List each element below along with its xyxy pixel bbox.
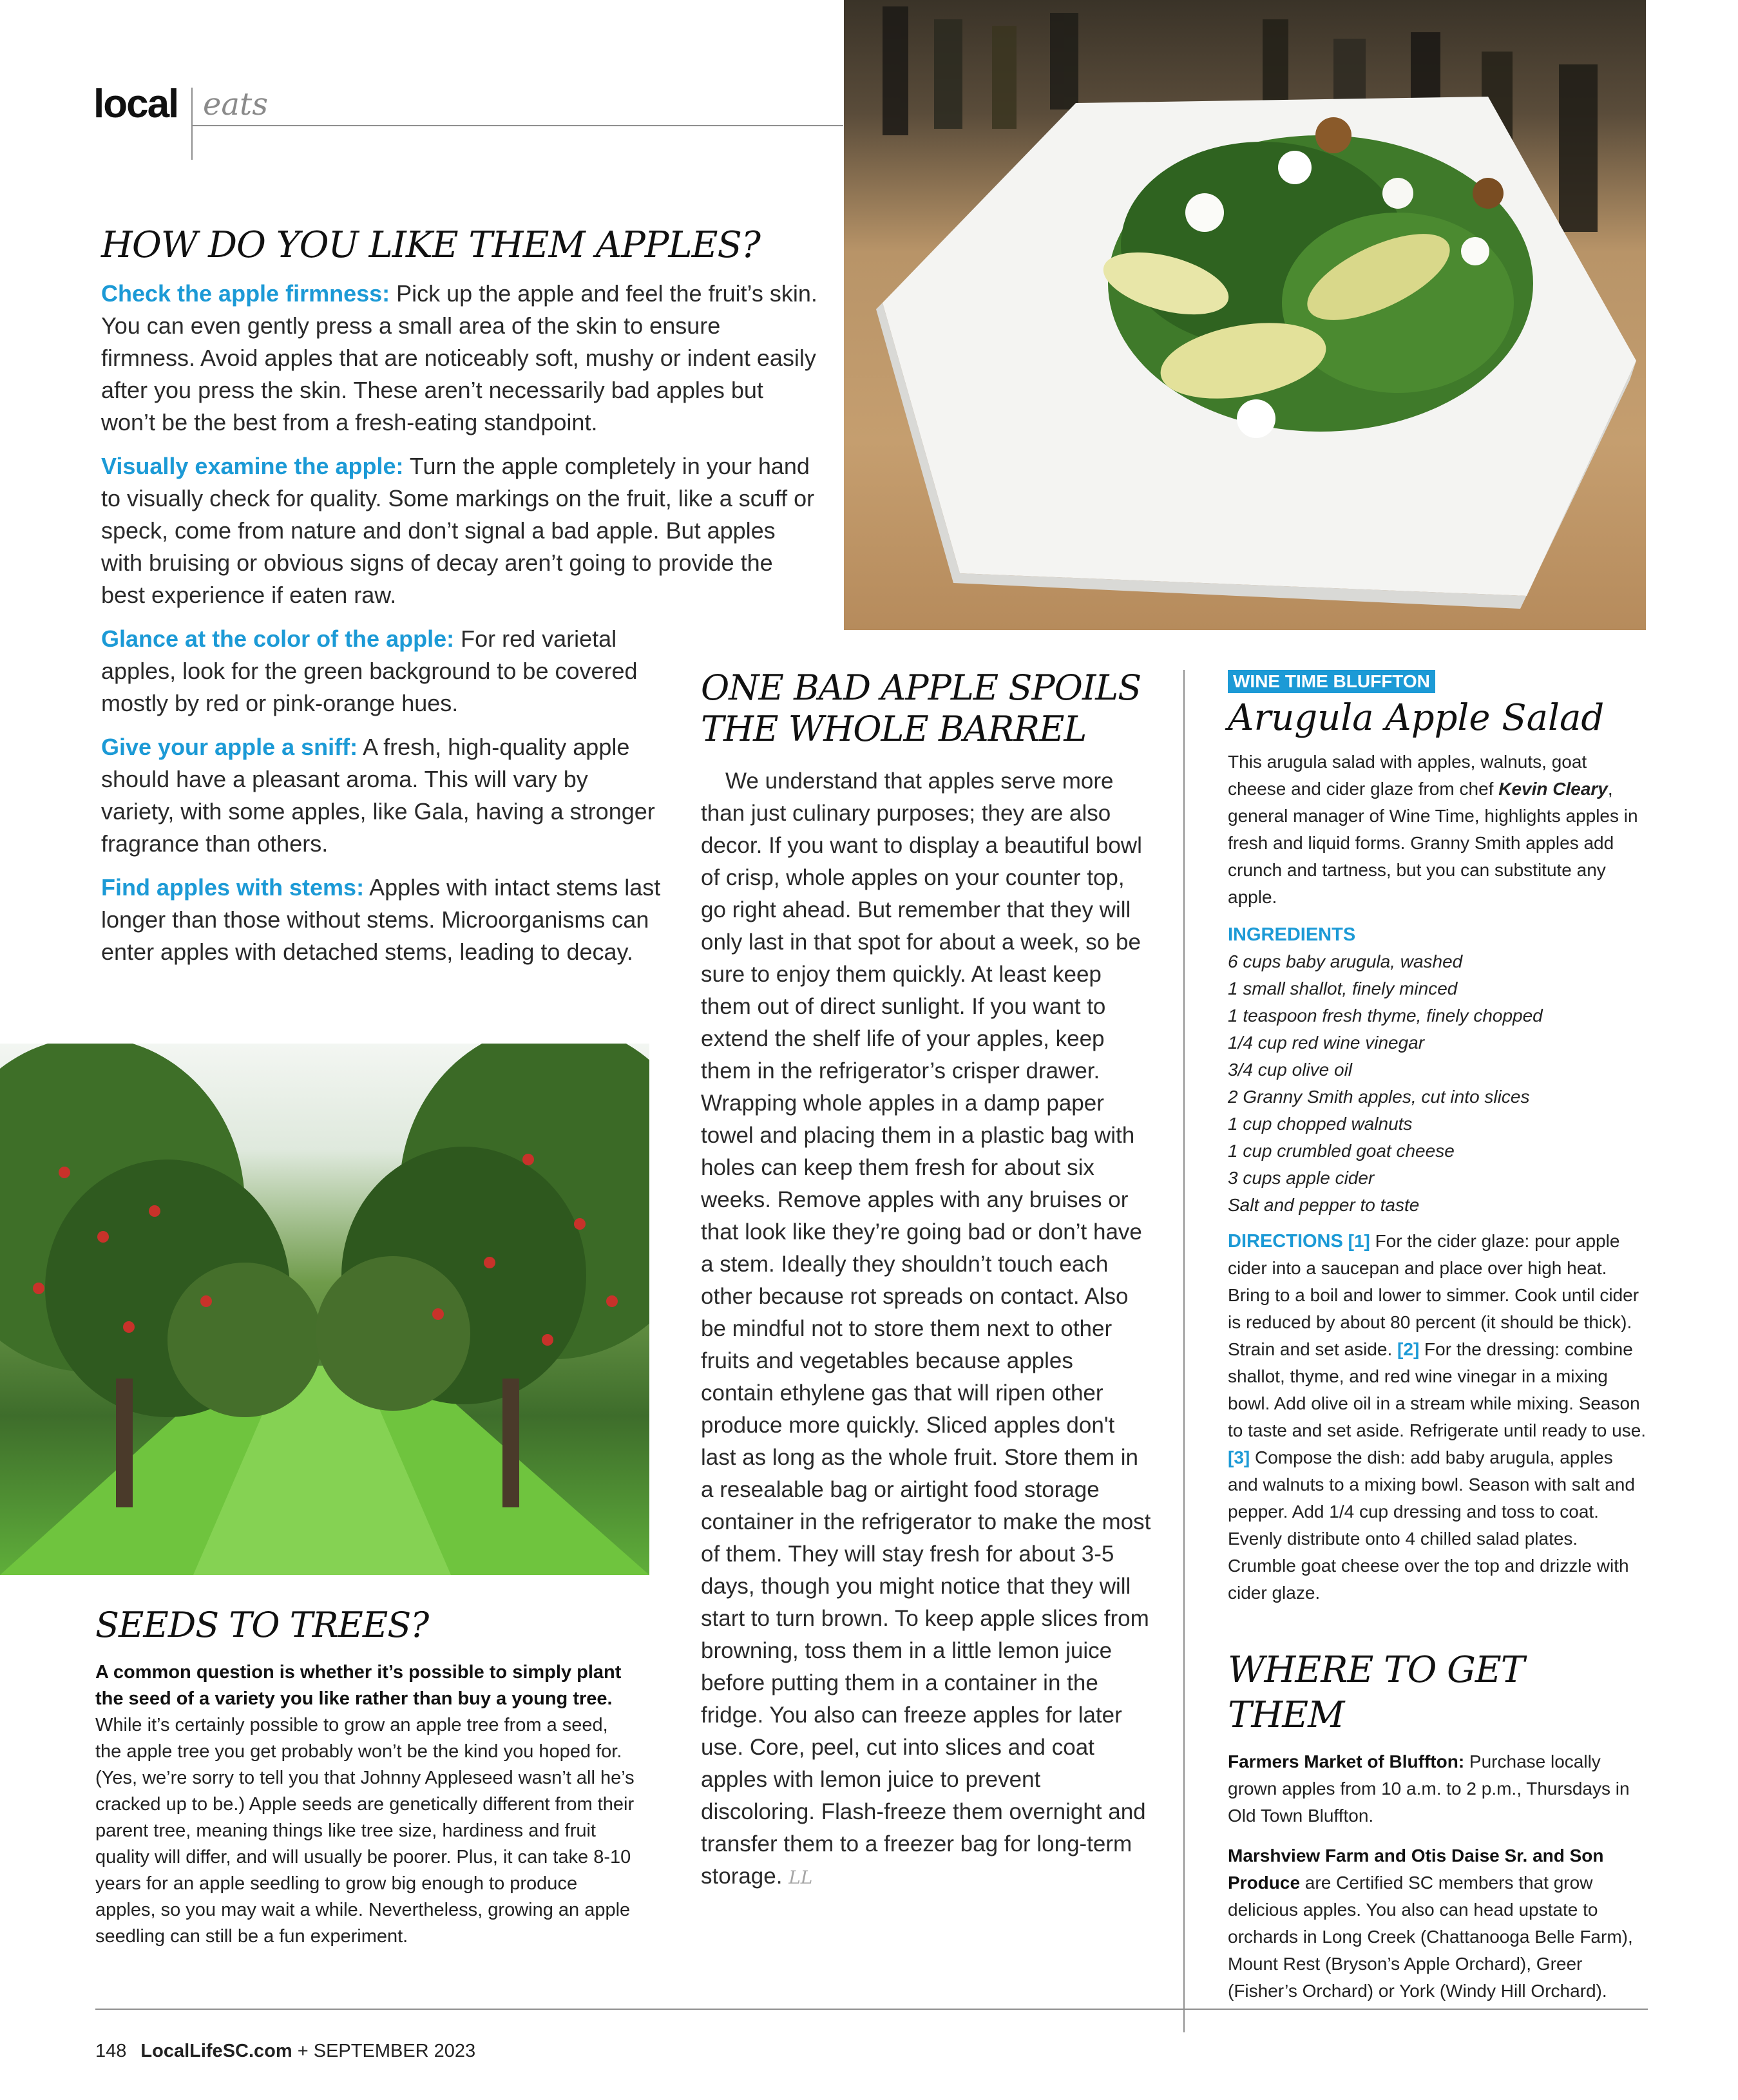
directions-heading: DIRECTIONS: [1228, 1231, 1343, 1252]
salad-photo: [844, 0, 1646, 630]
list-item: Salt and pepper to taste: [1228, 1195, 1420, 1215]
barrel-title: ONE BAD APPLE SPOILS THE WHOLE BARREL: [701, 667, 1141, 749]
column-divider: [1183, 670, 1185, 2032]
masthead-rule: [191, 125, 843, 126]
recipe-column: [1228, 670, 1647, 2018]
where-title: WHERE TO GET THEM: [1228, 1649, 1525, 1736]
list-item: 3 cups apple cider: [1228, 1168, 1375, 1188]
venue-badge: WINE TIME BLUFFTON: [1228, 670, 1435, 693]
chef-name: Kevin Cleary: [1498, 779, 1608, 799]
ingredients-heading: INGREDIENTS: [1228, 924, 1356, 945]
salad-illustration: [844, 0, 1646, 630]
masthead-divider-vertical: [191, 88, 193, 160]
list-item: 6 cups baby arugula, washed: [1228, 951, 1463, 971]
footer-rule: [95, 2009, 1648, 2010]
where-item-marshview: Marshview Farm and Otis Daise Sr. and Son Produce are Certified SC members that grow delicious apples. You also can head upstate to orchards in Long Creek (Chattanooga Belle Farm), Mount Rest (Bryson’s Apple Orchard), Greer (Fisher’s Orchard) or York (Windy Hill Orchard).: [1228, 1846, 1633, 2001]
apple-tips-title: HOW DO YOU LIKE THEM APPLES?: [101, 224, 760, 266]
list-item: 1/4 cup red wine vinegar: [1228, 1033, 1425, 1053]
footer: [95, 2041, 475, 2062]
seeds-section: [95, 1603, 636, 1960]
page-number: 148: [95, 2041, 127, 2061]
recipe-title: Arugula Apple Salad: [1228, 697, 1605, 739]
list-item: 1 cup crumbled goat cheese: [1228, 1141, 1455, 1161]
recipe-intro: This arugula salad with apples, walnuts, goat cheese and cider glaze from chef Kevin Cleary, general manager of Wine Time, highlights apples in fresh and liquid forms. Granny Smith apples add crunch and tartness, but you can substitute any apple.: [1228, 752, 1638, 907]
tip-stems: Find apples with stems: Apples with intact stems last longer than those without stems. Microorganisms can enter apples with detached stems, leading to decay.: [101, 874, 661, 965]
signoff-mark: LL: [788, 1867, 813, 1888]
seeds-text: A common question is whether it’s possible to simply plant the seed of a variety you like rather than buy a young tree. While it’s certainly possible to grow an apple tree from a seed, the apple tree you get probably won’t be the kind you hoped for. (Yes, we’re sorry to tell you that Johnny Appleseed wasn’t all he’s cracked up to be.) Apple seeds are genetically different from their parent tree, meaning things like tree size, hardiness and fruit quality will differ, and will usually be poorer. Plus, it can take 8-10 years for an apple seedling to grow big enough to produce apples, so you may wait a while. Nevertheless, growing an apple seedling can still be a fun experiment.: [95, 1662, 635, 1947]
tip-sniff: Give your apple a sniff: A fresh, high-quality apple should have a pleasant aroma. This will vary by variety, with some apples, like Gala, having a stronger fragrance than others.: [101, 734, 655, 857]
issue-date: + SEPTEMBER 2023: [297, 2041, 476, 2061]
goat-cheese: [1185, 193, 1224, 232]
orchard-illustration: [0, 1044, 649, 1575]
directions-text: DIRECTIONS [1] For the cider glaze: pour apple cider into a saucepan and place over high heat. Bring to a boil and lower to simmer. Cook until cider is reduced by about 80 percent (it should be thick). Strain and set aside. [2] For the dressing: combine shallot, thyme, and red wine vinegar in a mixing bowl. Add olive oil in a stream while mixing. Season to taste and set aside. Refrigerate until ready to use. [3] Compose the dish: add baby arugula, apples and walnuts to a mixing bowl. Season with salt and pepper. Add 1/4 cup dressing and toss to coat. Evenly distribute onto 4 chilled salad plates. Crumble goat cheese over the top and drizzle with cider glaze.: [1228, 1231, 1647, 1603]
orchard-photo: [0, 1044, 649, 1575]
brand-logo: local: [93, 82, 178, 126]
barrel-body: We understand that apples serve more than just culinary purposes; they are also decor. If you want to display a beautiful bowl of crisp, whole apples on your counter top, go right ahead. But remember that they will only last in that spot for about a week, so be sure to enjoy them quickly. At least keep them out of direct sunlight. If you want to extend the shelf life of your apples, keep them in the refrigerator’s crisper drawer. Wrapping whole apples in a damp paper towel and placing them in a plastic bag with holes can keep them fresh for about six weeks. Remove apples with any bruises or that look like they’re going bad or don’t have a stem. Ideally they shouldn’t touch each other because rot spreads on contact. Also be mindful not to store them next to other fruits and vegetables because apples contain ethylene gas that will ripen other produce more quickly. Sliced apples don't last as long as the whole fruit. Store them in a resealable bag or airtight food storage container in the refrigerator to make the most of them. They will stay fresh for about 3-5 days, though you might notice that they will start to turn brown. To keep apple slices from browning, toss them in a little lemon juice before putting them in a container in the fridge. You also can freeze apples for later use. Core, peel, cut into slices and coat apples with lemon juice to prevent discoloring. Flash-freeze them overnight and transfer them to a freezer bag for long-term storage. LL: [701, 768, 1151, 1889]
list-item: 1 small shallot, finely minced: [1228, 978, 1458, 998]
where-item-farmers-market: Farmers Market of Bluffton: Purchase locally grown apples from 10 a.m. to 2 p.m., Thursdays in Old Town Bluffton.: [1228, 1752, 1630, 1826]
where-section: [1228, 1648, 1647, 2005]
list-item: 3/4 cup olive oil: [1228, 1060, 1353, 1080]
tip-visual: Visually examine the apple: Turn the apple completely in your hand to visually check for quality. Some markings on the fruit, like a scuff or speck, come from nature and don’t signal a bad apple. But apples with bruising or obvious signs of decay aren’t going to provide the best experience if eaten raw.: [101, 453, 815, 608]
list-item: 1 cup chopped walnuts: [1228, 1114, 1413, 1134]
tip-color: Glance at the color of the apple: For red varietal apples, look for the green background to be covered mostly by red or pink-orange hues.: [101, 625, 638, 716]
site-link[interactable]: LocalLifeSC.com: [140, 2041, 292, 2061]
walnut: [1315, 117, 1351, 153]
ingredients-list: [1228, 948, 1647, 1219]
list-item: 1 teaspoon fresh thyme, finely chopped: [1228, 1006, 1543, 1026]
seeds-title: SEEDS TO TREES?: [95, 1605, 429, 1645]
barrel-section: [701, 667, 1152, 1894]
section-label: eats: [203, 86, 268, 122]
tip-firmness: Check the apple firmness: Pick up the apple and feel the fruit’s skin. You can even gently press a small area of the skin to ensure firmness. Avoid apples that are noticeably soft, mushy or indent easily after you press the skin. These aren’t necessarily bad apples but won’t be the best from a fresh-eating standpoint.: [101, 280, 817, 435]
list-item: 2 Granny Smith apples, cut into slices: [1228, 1087, 1530, 1107]
